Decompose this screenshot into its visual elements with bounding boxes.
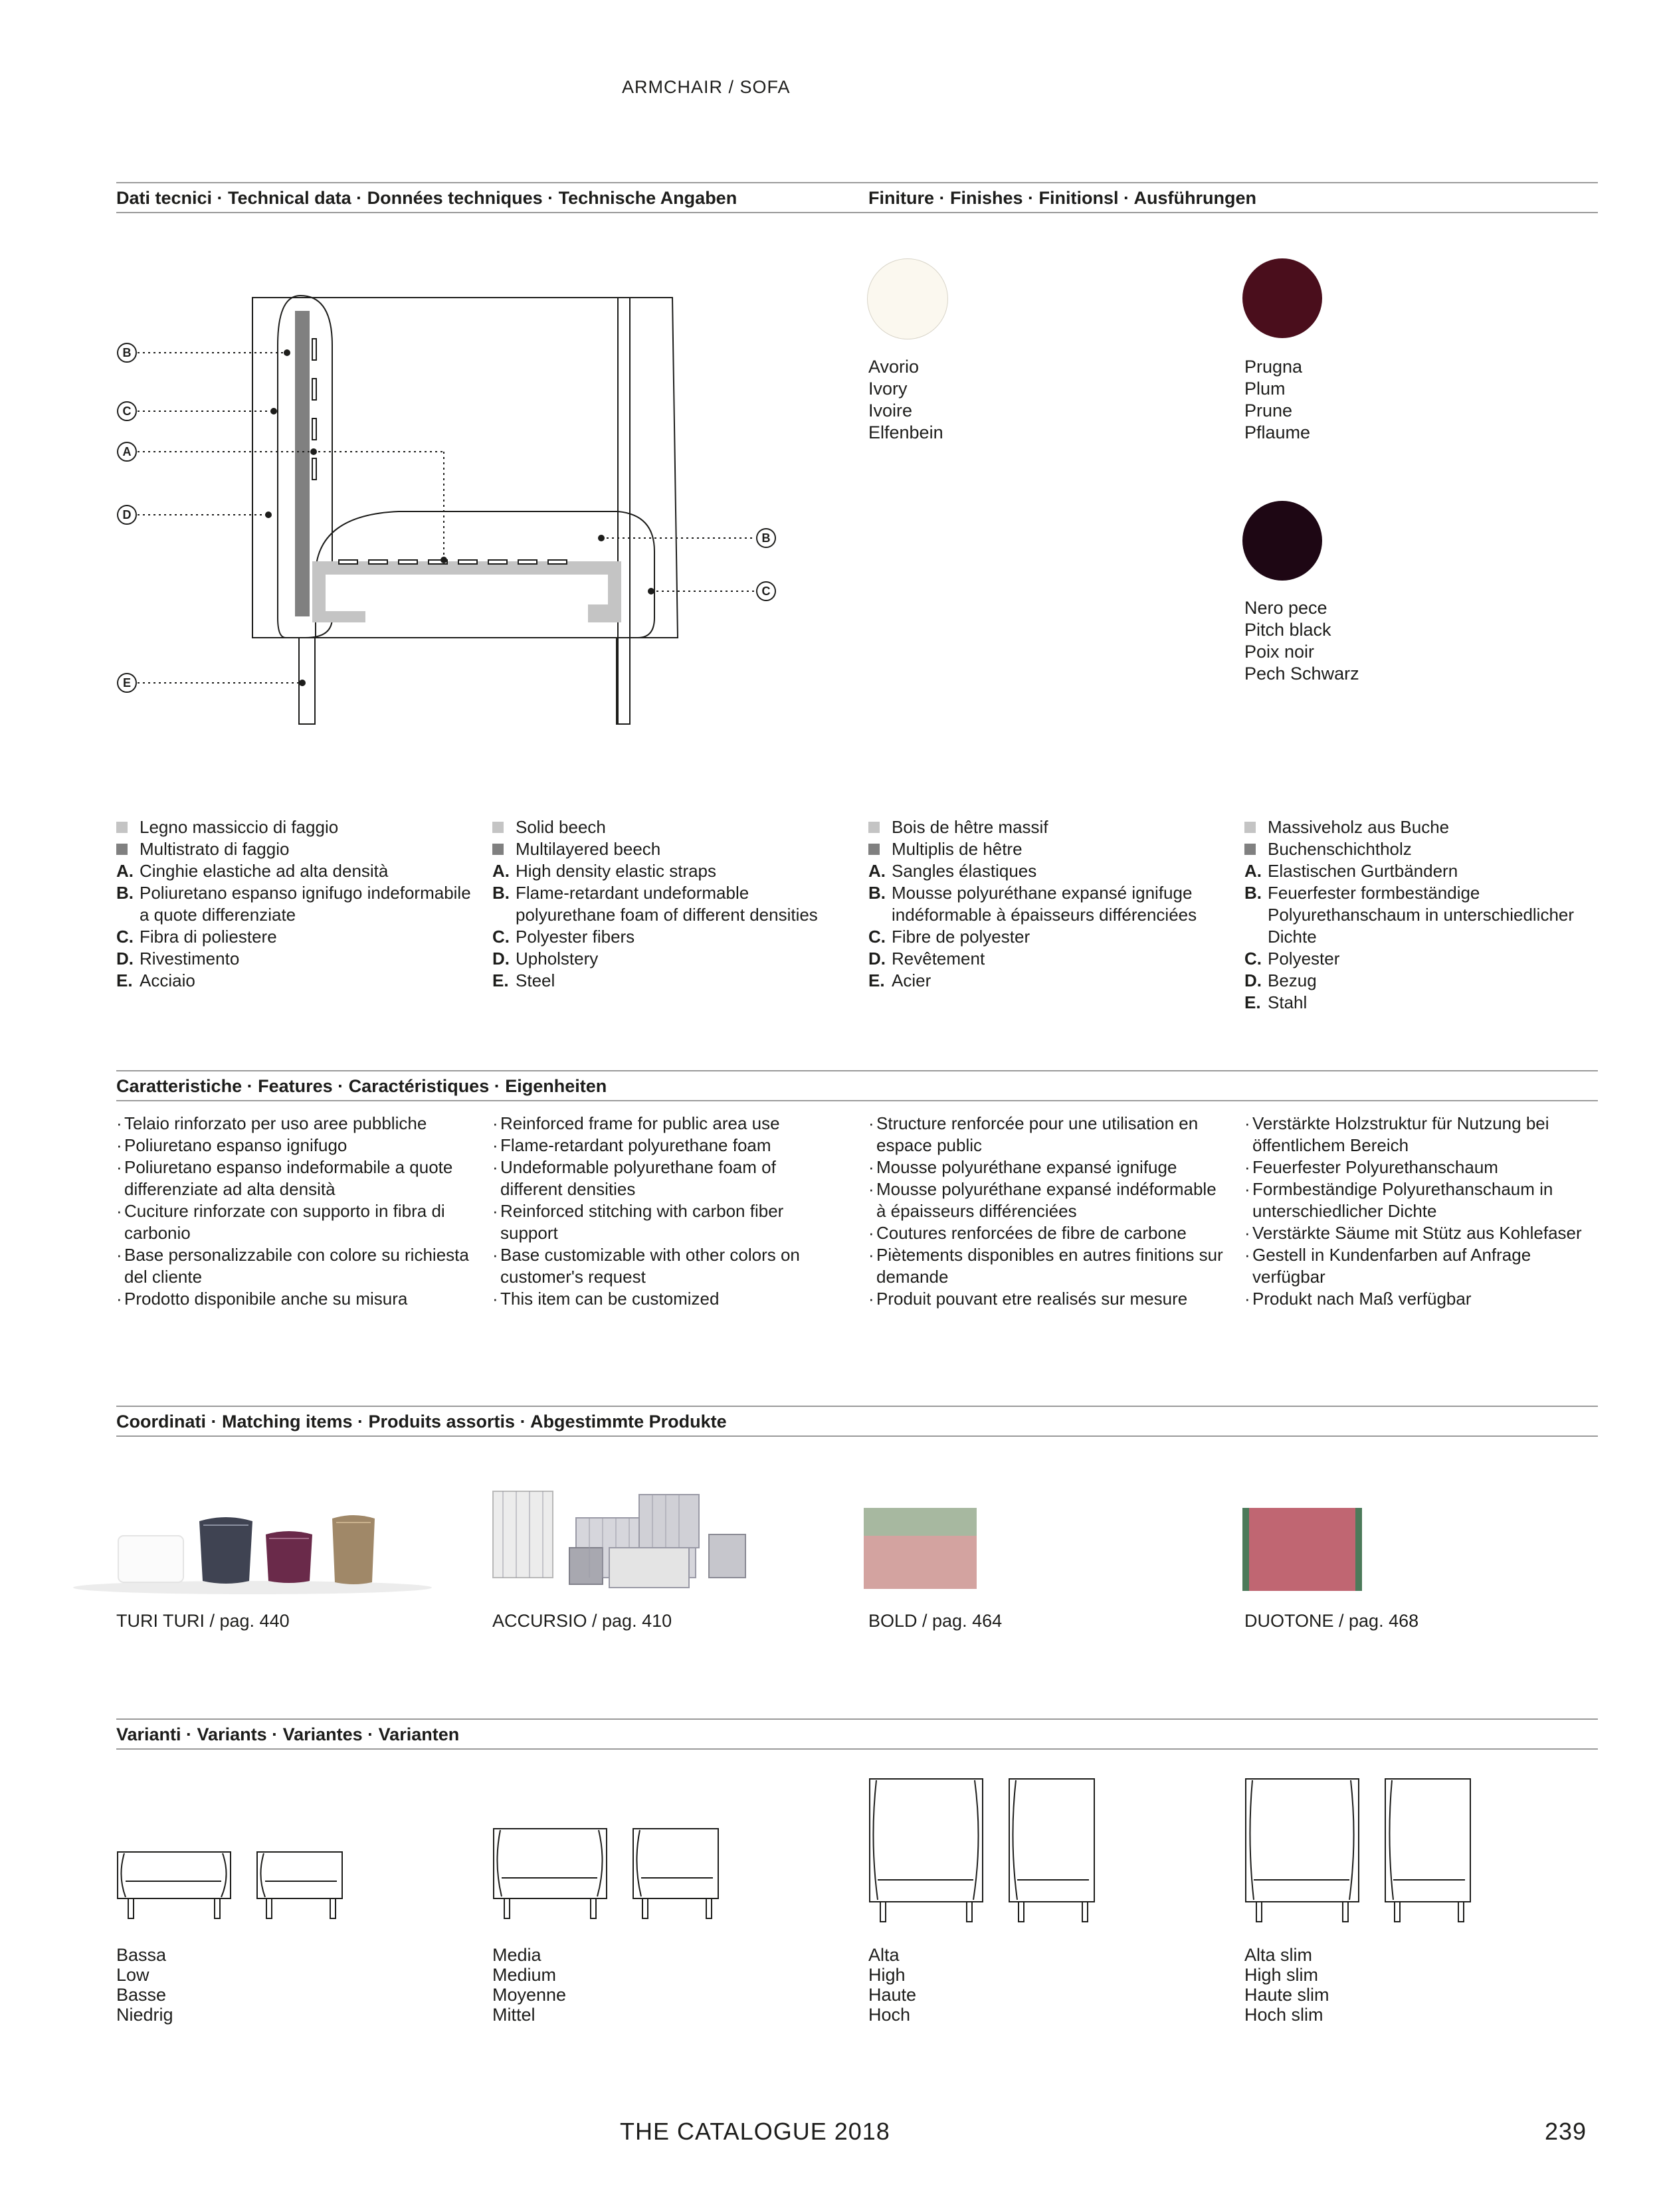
finish-name: Prugna [1244,357,1303,377]
legend-value: Polyester [1268,949,1340,968]
legend-key: C. [868,927,886,947]
legend-key: A. [116,861,134,881]
feature-item: Produkt nach Maß verfügbar [1252,1289,1472,1309]
variant-caption-medium [492,1945,566,2025]
variant-name: Basse [116,1985,167,2005]
legend-key: D. [116,949,134,968]
feature-item: Piètements disponibles en autres finitions sur demande [876,1245,1223,1287]
legend-value: Cinghie elastiche ad alta densità [140,861,389,881]
legend-column-fr [868,816,1227,992]
finish-swatch-pitch-black [1242,501,1322,581]
feature-item: Coutures renforcées de fibre de carbone [876,1223,1187,1243]
feature-item: Poliuretano espanso ignifugo [124,1135,347,1155]
finish-label-ivory [868,356,943,444]
legend-key: B. [868,883,886,903]
legend-key: A. [868,861,886,881]
feature-item: Formbeständige Polyurethanschaum in unterschiedlicher Dichte [1252,1179,1553,1221]
legend-value: Upholstery [516,949,599,968]
technical-data-title: Dati tecnici · Technical data · Données techniques · Technische Angaben [116,188,737,208]
legend-ply: Multilayered beech [516,839,661,859]
legend-key: D. [492,949,510,968]
divider [116,1070,1598,1071]
legend-value: Acier [892,970,931,990]
variant-name: Mittel [492,2005,536,2025]
callout-letter: C [761,585,771,598]
finish-swatch-ivory [867,258,948,339]
legend-value: High density elastic straps [516,861,717,881]
variants-title: Varianti · Variants · Variantes · Varianten [116,1724,460,1744]
feature-item: Poliuretano espanso indeformabile a quote differenziate ad alta densità [124,1157,453,1199]
legend-ply: Buchenschichtholz [1268,839,1412,859]
features-column-fr: · Structure renforcée pour une utilisation en espace public · Mousse polyuréthane expansé ignifuge · Mousse polyuréthane expansé indéformable à épaisseurs différenciées · Coutures renforcées de fibre de carbone · Piètements disponibles en autres finitions sur demande · Produit pouvant etre realisés sur mesure [868,1113,1227,1310]
variant-name: Medium [492,1965,557,1985]
feature-item: Base personalizzabile con colore su richiesta del cliente [124,1245,469,1287]
solid-wood-key [868,822,880,833]
legend-solid: Massiveholz aus Buche [1268,817,1450,837]
legend-value: Steel [516,970,555,990]
legend-key: C. [492,927,510,947]
feature-item: Gestell in Kundenfarben auf Anfrage verfügbar [1252,1245,1531,1287]
finish-label-plum [1244,356,1310,444]
callout-letter: E [122,676,132,690]
feature-item: Telaio rinforzato per uso aree pubbliche [124,1113,427,1133]
category-label: ARMCHAIR / SOFA [622,77,791,97]
feature-item: Undeformable polyurethane foam of different densities [500,1157,776,1199]
finish-name: Poix noir [1244,642,1315,662]
legend-value: Elastischen Gurtbändern [1268,861,1458,881]
variant-name: High [868,1965,906,1985]
solid-wood-key [1244,822,1256,833]
variant-high-drawing [868,1774,1108,1926]
features-column-de: · Verstärkte Holzstruktur für Nutzung bei öffentlichem Bereich · Feuerfester Polyurethanschaum · Formbeständige Polyurethanschaum in unterschiedlicher Dichte · Verstärkte Säume mit Stütz aus Kohlefaser · Gestell in Kundenfarben auf Anfrage verfügbar · Produkt nach Maß verfügbar [1244,1113,1603,1310]
legend-solid: Solid beech [516,817,606,837]
plywood-key [1244,844,1256,855]
leader-dots [265,349,654,686]
back-straps [312,339,316,480]
finish-name: Pech Schwarz [1244,664,1359,684]
turi-turi-thumbnail [60,1508,432,1601]
legend-column-en [492,816,851,992]
legend-value: Fibra di poliestere [140,927,277,947]
divider [116,1406,1598,1407]
finish-name: Pitch black [1244,620,1331,640]
legend-key: C. [1244,949,1262,968]
plywood-key [868,844,880,855]
finish-name: Pflaume [1244,422,1311,442]
matching-caption: DUOTONE / pag. 468 [1244,1611,1419,1631]
legend-value: Poliuretano espanso ignifugo indeformabile a quote differenziate [140,883,471,925]
legend-key: B. [1244,883,1262,903]
finish-name: Prune [1244,401,1293,420]
legend-key: A. [492,861,510,881]
legend-key: E. [1244,992,1261,1012]
duotone-rug-thumbnail [1242,1508,1362,1594]
feature-item: Reinforced stitching with carbon fiber support [500,1201,784,1243]
finish-name: Plum [1244,379,1286,399]
bold-rug-thumbnail [864,1508,983,1594]
variant-low-drawing [116,1847,355,1926]
legend-key: A. [1244,861,1262,881]
legend-key: C. [116,927,134,947]
solid-wood-key [492,822,504,833]
back-plywood-panel [295,311,310,616]
legend-key: E. [868,970,885,990]
callout-letter: D [122,508,132,521]
matching-caption: TURI TURI / pag. 440 [116,1611,290,1631]
feature-item: Flame-retardant polyurethane foam [500,1135,771,1155]
legend-value: Mousse polyuréthane expansé ignifuge indéformable à épaisseurs différenciées [892,883,1197,925]
legend-ply: Multiplis de hêtre [892,839,1023,859]
feature-item: This item can be customized [500,1289,720,1309]
leader-lines [138,353,755,683]
divider [116,1100,1598,1101]
variant-name: Hoch [868,2005,911,2025]
accursio-thumbnail [490,1485,755,1598]
variant-name: Media [492,1945,541,1965]
legend-key: B. [116,883,134,903]
catalogue-footer: THE CATALOGUE 2018 [620,2118,890,2145]
variant-name: Haute slim [1244,1985,1329,2005]
legend-column-de [1244,816,1603,1014]
page-number: 239 [1545,2118,1587,2145]
side-panel-outline [618,298,630,724]
feature-item: Structure renforcée pour une utilisation en espace public [876,1113,1199,1155]
callout-letter: C [122,405,132,418]
variant-name: Alta [868,1945,900,1965]
variant-medium-drawing [492,1823,732,1923]
variant-name: Low [116,1965,149,1985]
plywood-key [116,844,128,855]
matching-caption: ACCURSIO / pag. 410 [492,1611,672,1631]
legend-value: Acciaio [140,970,195,990]
legend-value: Sangles élastiques [892,861,1037,881]
variant-name: Moyenne [492,1985,567,2005]
finish-name: Ivoire [868,401,913,420]
legend-key: D. [1244,970,1262,990]
legend-value: Revêtement [892,949,985,968]
legend-key: D. [868,949,886,968]
variant-name: High slim [1244,1965,1319,1985]
variant-caption-high [868,1945,916,2025]
feature-item: Produit pouvant etre realisés sur mesure [876,1289,1188,1309]
variant-name: Alta slim [1244,1945,1313,1965]
finish-label-pitch-black [1244,597,1359,685]
feature-item: Verstärkte Säume mit Stütz aus Kohlefaser [1252,1223,1582,1243]
legend-solid: Bois de hêtre massif [892,817,1048,837]
legend-key: B. [492,883,510,903]
matching-title: Coordinati · Matching items · Produits assortis · Abgestimmte Produkte [116,1412,727,1431]
legend-column-it [116,816,475,992]
variant-name: Niedrig [116,2005,173,2025]
features-column-it: · Telaio rinforzato per uso aree pubbliche · Poliuretano espanso ignifugo · Poliuretano espanso indeformabile a quote differenziate ad alta densità · Cuciture rinforzate con supporto in fibra di carbonio · Base personalizzabile con colore su richiesta del cliente · Prodotto disponibile anche su misura [116,1113,475,1310]
legend-key: E. [116,970,133,990]
armchair-section-drawing [0,0,1659,797]
variant-caption-high-slim [1244,1945,1329,2025]
variant-name: Hoch slim [1244,2005,1323,2025]
legend-ply: Multistrato di faggio [140,839,290,859]
feature-item: Prodotto disponibile anche su misura [124,1289,408,1309]
feature-item: Base customizable with other colors on customer's request [500,1245,800,1287]
finish-name: Elfenbein [868,422,943,442]
features-column-en: · Reinforced frame for public area use · Flame-retardant polyurethane foam · Undeformable polyurethane foam of different densities · Reinforced stitching with carbon fiber support · Base customizable with other colors on customer's request · This item can be customized [492,1113,831,1310]
divider [116,1748,1598,1750]
legend-value: Polyester fibers [516,927,635,947]
legend-value: Fibre de polyester [892,927,1030,947]
feature-item: Feuerfester Polyurethanschaum [1252,1157,1498,1177]
callout-letter: A [122,445,132,458]
finishes-title: Finiture · Finishes · Finitionsl · Ausführungen [868,188,1256,208]
divider [116,1435,1598,1437]
variant-high-slim-drawing [1244,1774,1484,1926]
callout-letter: B [761,531,771,545]
feature-item: Verstärkte Holzstruktur für Nutzung bei öffentlichem Bereich [1252,1113,1549,1155]
feature-item: Mousse polyuréthane expansé indéformable à épaisseurs différenciées [876,1179,1217,1221]
matching-caption: BOLD / pag. 464 [868,1611,1003,1631]
variant-name: Haute [868,1985,917,2005]
finish-name: Avorio [868,357,920,377]
variant-caption-low [116,1945,173,2025]
callout-letter: B [122,346,132,359]
variant-name: Bassa [116,1945,167,1965]
feature-item: Cuciture rinforzate con supporto in fibra di carbonio [124,1201,445,1243]
legend-value: Flame-retardant undeformable polyurethane foam of different densities [516,883,818,925]
finish-name: Ivory [868,379,908,399]
legend-key: E. [492,970,509,990]
solid-wood-key [116,822,128,833]
finish-name: Nero pece [1244,598,1327,618]
legend-value: Rivestimento [140,949,240,968]
features-title: Caratteristiche · Features · Caractéristiques · Eigenheiten [116,1076,607,1096]
divider [116,1718,1598,1720]
feature-item: Reinforced frame for public area use [500,1113,780,1133]
plywood-key [492,844,504,855]
legend-value: Stahl [1268,992,1308,1012]
feature-item: Mousse polyuréthane expansé ignifuge [876,1157,1177,1177]
legend-value: Feuerfester formbeständige Polyurethanschaum in unterschiedlicher Dichte [1268,883,1575,947]
finish-swatch-plum [1242,258,1322,338]
legend-solid: Legno massiccio di faggio [140,817,339,837]
legend-value: Bezug [1268,970,1317,990]
